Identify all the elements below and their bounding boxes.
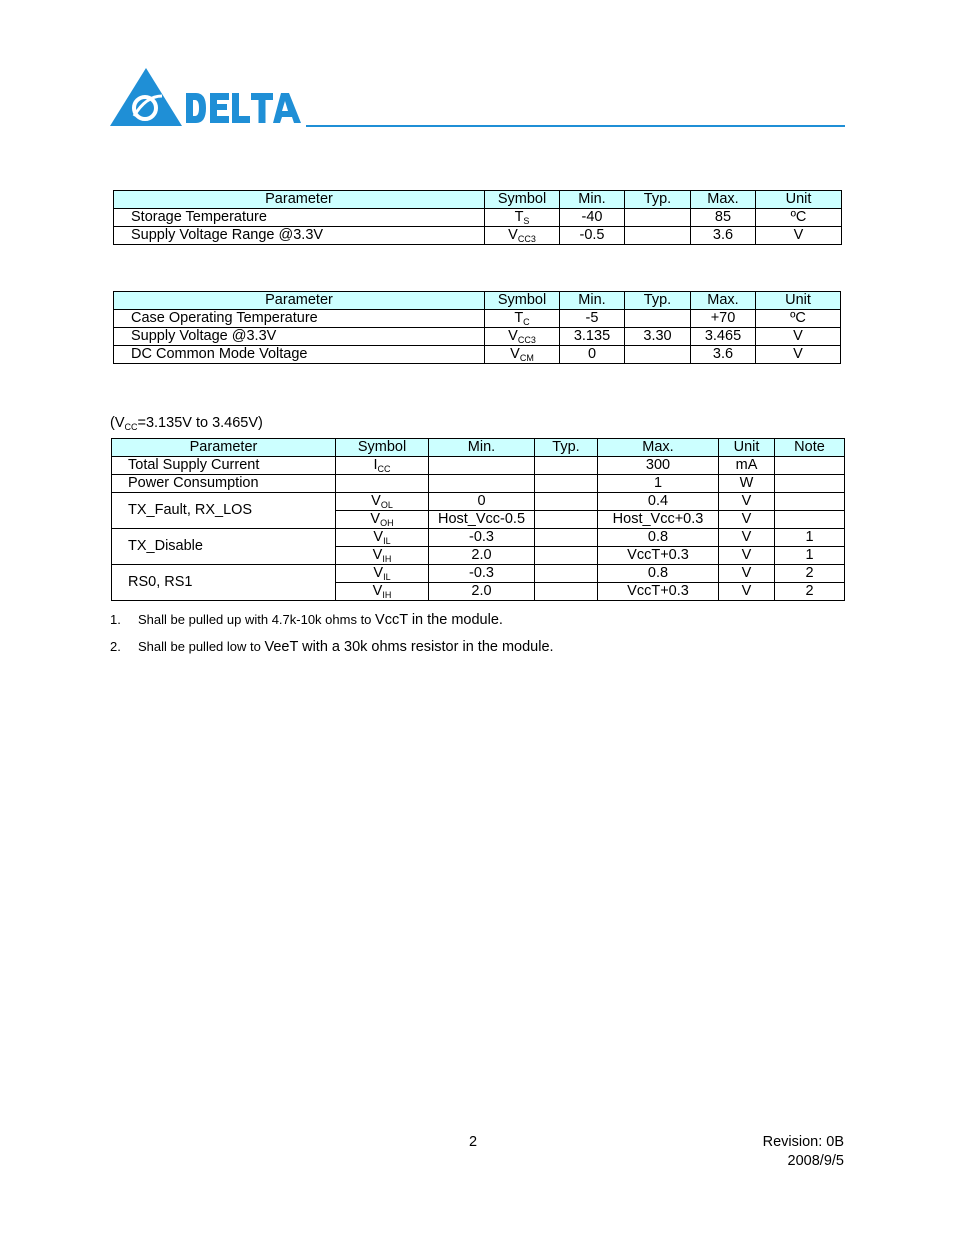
table-row bbox=[114, 328, 841, 346]
symbol-text: I bbox=[373, 457, 378, 473]
condition-pre: (V bbox=[110, 415, 125, 431]
parameter-cell: Total Supply Current bbox=[112, 457, 336, 475]
symbol-subscript: CC bbox=[377, 464, 391, 474]
symbol-cell bbox=[485, 209, 560, 227]
typ-cell: 3.30 bbox=[625, 328, 691, 346]
symbol-cell bbox=[485, 328, 560, 346]
parameter-cell: Storage Temperature bbox=[114, 209, 485, 227]
unit-cell: ºC bbox=[756, 209, 842, 227]
symbol-cell bbox=[336, 547, 429, 565]
header-cell: Typ. bbox=[625, 191, 691, 209]
table-row bbox=[112, 475, 845, 493]
header-cell: Parameter bbox=[112, 439, 336, 457]
min-cell: 0 bbox=[560, 346, 625, 364]
typ-cell bbox=[625, 227, 691, 245]
table-header-row bbox=[114, 292, 841, 310]
max-cell: 0.4 bbox=[598, 493, 719, 511]
max-cell: VccT+0.3 bbox=[598, 547, 719, 565]
symbol-subscript: OH bbox=[380, 518, 394, 528]
symbol-text: V bbox=[373, 529, 384, 545]
unit-cell: W bbox=[719, 475, 775, 493]
typ-cell bbox=[535, 565, 598, 583]
unit-cell: V bbox=[756, 328, 841, 346]
symbol-cell bbox=[485, 227, 560, 245]
typ-cell bbox=[535, 529, 598, 547]
header-cell: Unit bbox=[719, 439, 775, 457]
symbol-cell bbox=[336, 457, 429, 475]
table-row bbox=[114, 227, 842, 245]
symbol-subscript: CC3 bbox=[517, 335, 536, 345]
typ-cell bbox=[535, 547, 598, 565]
symbol-subscript: C bbox=[523, 317, 530, 327]
table-row bbox=[112, 493, 845, 511]
parameter-cell: TX_Disable bbox=[112, 529, 336, 565]
header-cell: Parameter bbox=[114, 191, 485, 209]
min-cell: 3.135 bbox=[560, 328, 625, 346]
note-cell: 1 bbox=[775, 547, 845, 565]
header-cell: Max. bbox=[598, 439, 719, 457]
header-cell: Symbol bbox=[485, 292, 560, 310]
header-cell: Min. bbox=[429, 439, 535, 457]
min-cell: -0.3 bbox=[429, 529, 535, 547]
header-cell: Min. bbox=[560, 191, 625, 209]
condition-text bbox=[110, 415, 263, 431]
parameter-cell: Case Operating Temperature bbox=[114, 310, 485, 328]
header-cell: Symbol bbox=[336, 439, 429, 457]
max-cell: VccT+0.3 bbox=[598, 583, 719, 601]
header-cell: Parameter bbox=[114, 292, 485, 310]
symbol-subscript: IH bbox=[382, 590, 392, 600]
min-cell: 0 bbox=[429, 493, 535, 511]
max-cell: 3.6 bbox=[691, 227, 756, 245]
max-cell: 0.8 bbox=[598, 529, 719, 547]
unit-cell: V bbox=[719, 493, 775, 511]
table-row bbox=[114, 346, 841, 364]
footnote bbox=[110, 639, 554, 655]
footnote-text: Shall be pulled up with 4.7k-10k ohms to bbox=[138, 612, 376, 627]
note-cell bbox=[775, 475, 845, 493]
parameter-cell: Supply Voltage Range @3.3V bbox=[114, 227, 485, 245]
symbol-cell bbox=[485, 310, 560, 328]
symbol-text: V bbox=[508, 328, 518, 344]
unit-cell: V bbox=[719, 565, 775, 583]
max-cell: 1 bbox=[598, 475, 719, 493]
parameter-cell: RS0, RS1 bbox=[112, 565, 336, 601]
header-cell: Typ. bbox=[535, 439, 598, 457]
typ-cell bbox=[535, 511, 598, 529]
unit-cell: ºC bbox=[756, 310, 841, 328]
typ-cell bbox=[625, 310, 691, 328]
condition-subscript: CC bbox=[124, 422, 138, 432]
max-cell: 3.465 bbox=[691, 328, 756, 346]
symbol-text: V bbox=[372, 547, 383, 563]
parameter-cell: Supply Voltage @3.3V bbox=[114, 328, 485, 346]
header-cell: Max. bbox=[691, 292, 756, 310]
min-cell: 2.0 bbox=[429, 583, 535, 601]
symbol-subscript: CC3 bbox=[517, 234, 536, 244]
symbol-text: V bbox=[510, 346, 520, 362]
header-cell: Note bbox=[775, 439, 845, 457]
symbol-text: V bbox=[372, 583, 383, 599]
table-header-row bbox=[112, 439, 845, 457]
symbol-cell bbox=[485, 346, 560, 364]
header-cell: Unit bbox=[756, 292, 841, 310]
min-cell: 2.0 bbox=[429, 547, 535, 565]
header-cell: Min. bbox=[560, 292, 625, 310]
header-cell: Typ. bbox=[625, 292, 691, 310]
footnote-text: Shall be pulled low to bbox=[138, 639, 265, 654]
revision-date: 2008/9/5 bbox=[787, 1153, 844, 1169]
table-row bbox=[114, 310, 841, 328]
typ-cell bbox=[535, 475, 598, 493]
parameter-cell: DC Common Mode Voltage bbox=[114, 346, 485, 364]
unit-cell: V bbox=[719, 529, 775, 547]
unit-cell: V bbox=[756, 227, 842, 245]
max-cell: +70 bbox=[691, 310, 756, 328]
electrical-characteristics-table bbox=[111, 438, 845, 601]
symbol-text: V bbox=[370, 511, 381, 527]
typ-cell bbox=[535, 457, 598, 475]
symbol-subscript: CM bbox=[519, 353, 534, 363]
typ-cell bbox=[625, 346, 691, 364]
symbol-cell bbox=[336, 475, 429, 493]
parameter-cell: TX_Fault, RX_LOS bbox=[112, 493, 336, 529]
operating-conditions-table bbox=[113, 291, 841, 364]
max-cell: 0.8 bbox=[598, 565, 719, 583]
min-cell: -0.5 bbox=[560, 227, 625, 245]
table-row bbox=[112, 565, 845, 583]
unit-cell: V bbox=[719, 547, 775, 565]
unit-cell: V bbox=[719, 511, 775, 529]
min-cell: -5 bbox=[560, 310, 625, 328]
header-rule bbox=[306, 125, 845, 127]
min-cell bbox=[429, 475, 535, 493]
min-cell: -40 bbox=[560, 209, 625, 227]
symbol-cell bbox=[336, 583, 429, 601]
page-number: 2 bbox=[469, 1134, 478, 1150]
absolute-max-ratings-table bbox=[113, 190, 842, 245]
header-cell: Max. bbox=[691, 191, 756, 209]
symbol-text: V bbox=[508, 227, 518, 243]
revision-label: Revision: 0B bbox=[762, 1134, 844, 1150]
note-cell: 1 bbox=[775, 529, 845, 547]
footnote-text: VeeT with a 30k ohms resistor in the module. bbox=[264, 639, 554, 655]
footnote bbox=[110, 612, 503, 628]
symbol-text: T bbox=[514, 310, 524, 326]
max-cell: Host_Vcc+0.3 bbox=[598, 511, 719, 529]
symbol-subscript: IL bbox=[383, 536, 391, 546]
note-cell bbox=[775, 511, 845, 529]
symbol-subscript: S bbox=[523, 216, 530, 226]
table-row bbox=[112, 529, 845, 547]
table-row bbox=[114, 209, 842, 227]
header-cell: Unit bbox=[756, 191, 842, 209]
typ-cell bbox=[535, 493, 598, 511]
symbol-subscript: OL bbox=[380, 500, 393, 510]
footnote-text: VccT in the module. bbox=[375, 612, 503, 628]
max-cell: 3.6 bbox=[691, 346, 756, 364]
parameter-cell: Power Consumption bbox=[112, 475, 336, 493]
table-row bbox=[112, 457, 845, 475]
max-cell: 85 bbox=[691, 209, 756, 227]
note-cell bbox=[775, 493, 845, 511]
delta-logo bbox=[110, 66, 302, 128]
typ-cell bbox=[625, 209, 691, 227]
max-cell: 300 bbox=[598, 457, 719, 475]
min-cell: -0.3 bbox=[429, 565, 535, 583]
note-cell bbox=[775, 457, 845, 475]
typ-cell bbox=[535, 583, 598, 601]
footnote-number: 2. bbox=[110, 639, 121, 654]
note-cell: 2 bbox=[775, 565, 845, 583]
symbol-cell bbox=[336, 511, 429, 529]
symbol-text: T bbox=[514, 209, 524, 225]
min-cell bbox=[429, 457, 535, 475]
symbol-cell bbox=[336, 565, 429, 583]
symbol-subscript: IL bbox=[383, 572, 391, 582]
symbol-cell bbox=[336, 493, 429, 511]
symbol-text: V bbox=[373, 565, 384, 581]
table-header-row bbox=[114, 191, 842, 209]
symbol-cell bbox=[336, 529, 429, 547]
unit-cell: mA bbox=[719, 457, 775, 475]
min-cell: Host_Vcc-0.5 bbox=[429, 511, 535, 529]
symbol-subscript: IH bbox=[382, 554, 392, 564]
unit-cell: V bbox=[719, 583, 775, 601]
condition-post: =3.135V to 3.465V) bbox=[137, 415, 263, 431]
unit-cell: V bbox=[756, 346, 841, 364]
symbol-text: V bbox=[371, 493, 381, 509]
note-cell: 2 bbox=[775, 583, 845, 601]
header-cell: Symbol bbox=[485, 191, 560, 209]
footnote-number: 1. bbox=[110, 612, 121, 627]
